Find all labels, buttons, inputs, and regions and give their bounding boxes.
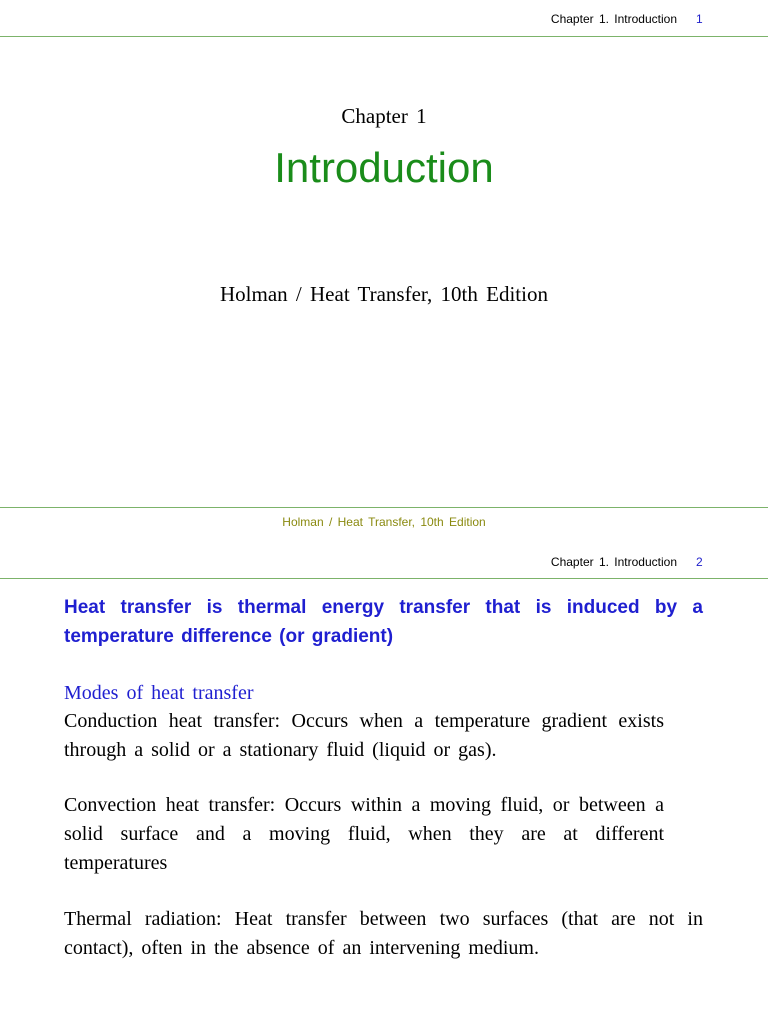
- slide1-header: [0, 0, 768, 26]
- slide2-header: [0, 543, 768, 569]
- slide1-footer: Holman / Heat Transfer, 10th Edition: [282, 515, 486, 529]
- lead-statement: Heat transfer is thermal energy transfer that is induced by a temperature difference (or gradient): [64, 597, 703, 647]
- conduction-paragraph: Conduction heat transfer: Occurs when a temperature gradient exists through a solid or a stationary fluid (liquid or gas).: [64, 710, 664, 761]
- convection-paragraph: Convection heat transfer: Occurs within a moving fluid, or between a solid surface and a moving fluid, when they are at different temperatures: [64, 794, 664, 874]
- chapter-label: Chapter 1: [341, 104, 427, 128]
- slide1-footer-rule: [0, 507, 768, 508]
- slide2-page-number: 2: [696, 555, 703, 569]
- modes-heading: Modes of heat transfer: [64, 682, 254, 704]
- slide2-header-title: Chapter 1. Introduction: [550, 555, 677, 569]
- book-line: Holman / Heat Transfer, 10th Edition: [220, 282, 548, 306]
- radiation-paragraph: Thermal radiation: Heat transfer between two surfaces (that are not in contact), often in the absence of an intervening medium.: [64, 908, 703, 959]
- chapter-title: Introduction: [274, 144, 494, 191]
- slide1-header-title: Chapter 1. Introduction: [550, 12, 677, 26]
- slide1-header-rule: [0, 36, 768, 37]
- slide2-header-rule: [0, 578, 768, 579]
- slide1-page-number: 1: [696, 12, 703, 26]
